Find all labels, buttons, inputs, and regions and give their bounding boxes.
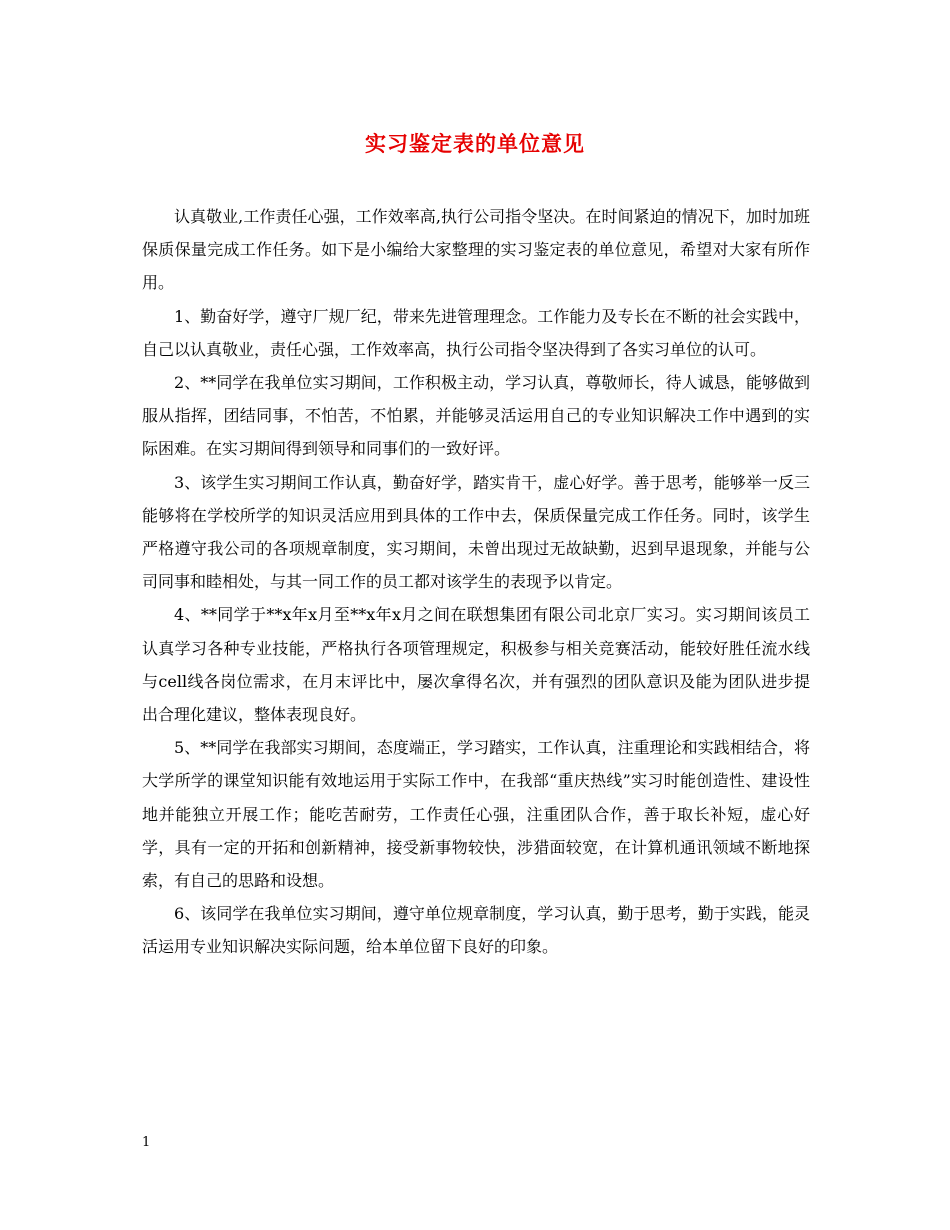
page-number: 1 [142, 1135, 151, 1150]
paragraph-2: 2、**同学在我单位实习期间，工作积极主动，学习认真，尊敬师长，待人诚恳，能够做到服从指挥，团结同事，不怕苦，不怕累，并能够灵活运用自己的专业知识解决工作中遇到的实际困难。在实习期间得到领导和同事们的一致好评。 [142, 373, 810, 459]
paragraph-1: 1、勤奋好学，遵守厂规厂纪，带来先进管理理念。工作能力及专长在不断的社会实践中，自己以认真敬业，责任心强，工作效率高，执行公司指令坚决得到了各实习单位的认可。 [142, 306, 810, 359]
paragraph-3: 3、该学生实习期间工作认真，勤奋好学，踏实肯干，虚心好学。善于思考，能够举一反三能够将在学校所学的知识灵活应用到具体的工作中去，保质保量完成工作任务。同时，该学生严格遵守我公司的各项规章制度，实习期间，未曾出现过无故缺勤，迟到早退现象，并能与公司同事和睦相处，与其一同工作的员工都对该学生的表现予以肯定。 [142, 472, 810, 592]
document-body [142, 200, 810, 964]
document-title: 实习鉴定表的单位意见 [365, 132, 585, 156]
paragraph-6: 6、该同学在我单位实习期间，遵守单位规章制度，学习认真，勤于思考，勤于实践，能灵活运用专业知识解决实际问题，给本单位留下良好的印象。 [142, 904, 810, 957]
paragraph-4: 4、**同学于**x年x月至**x年x月之间在联想集团有限公司北京厂实习。实习期间该员工认真学习各种专业技能，严格执行各项管理规定，积极参与相关竞赛活动，能较好胜任流水线与cell线各岗位需求，在月末评比中，屡次拿得名次，并有强烈的团队意识及能为团队进步提出合理化建议，整体表现良好。 [142, 605, 810, 725]
paragraph-5: 5、**同学在我部实习期间，态度端正，学习踏实，工作认真，注重理论和实践相结合，将大学所学的课堂知识能有效地运用于实际工作中，在我部“重庆热线”实习时能创造性、建设性地并能独立开展工作；能吃苦耐劳，工作责任心强，注重团队合作，善于取长补短，虚心好学，具有一定的开拓和创新精神，接受新事物较快，涉猎面较宽，在计算机通讯领域不断地探索，有自己的思路和设想。 [142, 738, 810, 891]
paragraph-intro: 认真敬业,工作责任心强，工作效率高,执行公司指令坚决。在时间紧迫的情况下，加时加班保质保量完成工作任务。如下是小编给大家整理的实习鉴定表的单位意见，希望对大家有所作用。 [142, 207, 810, 293]
